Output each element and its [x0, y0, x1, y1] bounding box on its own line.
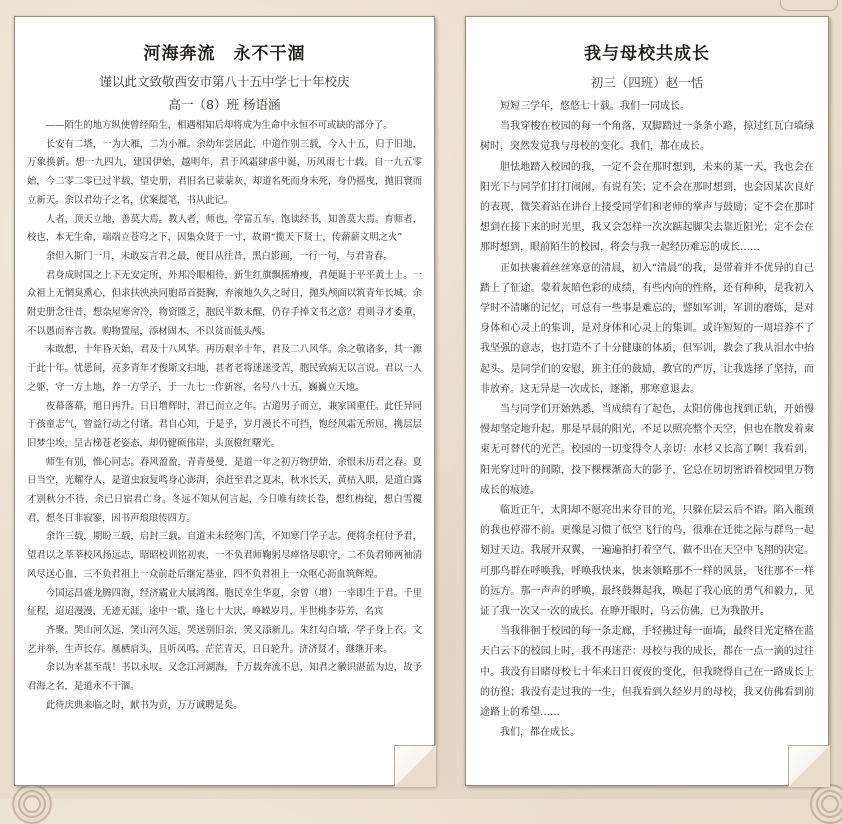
article-title: 我与母校共成长 — [584, 44, 710, 64]
article-author: 初三（四班）赵一恬 — [590, 75, 704, 90]
page-curl-corner — [394, 745, 436, 787]
article-dedication: 谨以此文致敬西安市第八十五中学七十年校庆 — [99, 74, 350, 89]
paragraph: 君身成时国之上下无安定所，外邦冷眼相待，新生红旗飘摇瘠瘦，君便诞于平平黄土上。一众祖上无惘臭熏心，但求扶泱泱同胞昂首挺胸，弃滚地久久之时日，抛头颅面以筑青年长城。余附史册念往昔，想杂屋寒舍冷，物资匮乏，胞民半数未醒，仍存手捧文书之意？君则寻才委重，不以愚而弃言教。购物置屋，添材固木，不以贫而低头颅。 — [27, 269, 422, 337]
paragraph: 齐聚。哭山河久远，笑山河久远，哭送别旧亲，笑又添新儿。朱红勾白墙，学子身上衣。文艺并举，生声长存。凰栖肩头，且听凤鸣。茫茫青天，日日轮升。济济贤才，继继开来。 — [27, 624, 422, 655]
article-title: 河海奔流 永不干涸 — [143, 44, 306, 64]
paragraph: 夜幕落幕，旭日再升。日日增辉时，君已而立之年。古道男子而立，兼家国重任。此任异同于孩童志气，曾益行动之付诸。君自心知，于是乎，岁月漫长不可挡，饱经风霜无所屈，携层层旧梦尘埃，呈古梯苍老姿态，却仍健硕伟岸，头顶橙红曙光。 — [27, 400, 422, 449]
article-body — [466, 97, 828, 744]
paragraph: 余以为幸甚至哉！书以永叹。又念江河湖海，千万载奔流不息，知君之徽识湛蓝为边，故予君海之名，是道永不干涸。 — [27, 662, 422, 693]
article-page-left — [14, 16, 435, 786]
paragraph: 胆怯地踏入校园的我，一定不会在那时想到，未来的某一天，我也会在阳光下与同学们打打闹闹，有说有笑；定不会在那时想到，也会因某次良好的表现，微笑着站在讲台上接受同学们和老师的掌声与鼓励；定不会在那时想到在接下来的时光里，我又会怎样一次次踮起脚尖去靠近阳光；定不会在那时想到，眼前陌生的校园，将会与我一起经历难忘的成长…… — [480, 161, 814, 254]
paragraph: 长安有二塔，一为大雁，二为小雁。余幼年尝居此，中道作别三载，今入十五，归于旧地，万象换新。想一九四九，建国伊始，越明年，君于风霜肆虐中诞，历风雨七十载，自一九五零始，今二零二零已过半载，望史册，君旧名已蒙蒙灰，却道名死而身未死，身仍摇曳，抛旧寰而立新天。余以君幼子之名，伏案提笔，书从此记。 — [27, 138, 422, 206]
paragraph: 我们，都在成长。 — [500, 727, 580, 739]
swirl-ornament-icon — [810, 784, 842, 824]
paragraph: 临近正午，太阳却不愿亮出来夺目的光，只躲在层云后不语。陷入瓶颈的我也停滞不前。更像是习惯了低空飞行的鸟，很难在迁徙之际与群鸟一起划过天边。我展开双翼，一遍遍拍打着空气，做不出在天空中飞翔的决定。可那鸟群在呼唤我，呼唤我快来，快来领略那不一样的风景，飞往那不一样的远方。那一声声的呼唤，最终鼓舞起我，唤起了我心底的勇气和毅力，见证了我一次又一次的成长。在睁开眼时，乌云仿佛，已为我散开。 — [480, 505, 814, 618]
paragraph: ——陌生的地方纵使曾经陌生，相遇相知后却将成为生命中永恒不可或缺的部分了。 — [45, 120, 393, 131]
paragraph: 此待庆典来临之时，献书为贡，万万诚聘是矣。 — [45, 699, 243, 711]
paragraph: 余但入斯门一月，未敢妄言君之最，便目从往昔，黑白影画，一行一句，与君青春。 — [45, 250, 393, 262]
paragraph: 师生有别，惟心同志。春风盈盈，青青曼曼，是道一年之初万物伊始，余恨未历君之春。夏日当空，光耀夺人，是道虫寂复鸣身心澎湃，余赶至君之夏末，秋水长天，黄枯入眼，是道白露才别秋分不待，余已日宿君亡身。冬远不知从何言起，今日唯有续长卷，想红梅绽，想白雪覆君，想冬日非寂寥，因书声琅琅传四方。 — [27, 456, 422, 524]
paragraph: 短短三学年，悠悠七十载。我们一同成长。 — [500, 101, 690, 112]
paragraph: 人者，顶天立地，善莫大焉。教人者，师也，学富五车，饱读经书，知善莫大焉。育师者，校也，本无生命，端端立苍穹之下，因集众贤于一寸，故谓“揽天下贤士，传薪薪文明之火” — [27, 213, 422, 244]
article-author: 高一（8）班 杨语涵 — [168, 97, 281, 112]
paragraph: 未敢想，十年昏天始，君及十八风华。再历艰辛十年，君及二八风华。余之敬诸多，其一源于此十年。忧患间，亮多青年才俊斯文扫地，甚者老将迷迷受苦，胞民致病无以言说。君以一人之躯，守一方土地，养一方学子，于一九七一作新容，名号八十五，巍巍立天地。 — [27, 344, 422, 393]
article-body — [15, 117, 434, 716]
paragraph: 当我徘徊于校园的每一条走廊，手轻拂过每一面墙，最终目光定格在蓝天白云下的校园上时，我不再迷茫：母校与我的成长，都在一点一滴的过往中。我没有目睹母校七十年来日日夜夜的变化，但我晓得自己在一路成长上的彷徨；我没有走过我的一生，但我看到久经岁月的母校，我又仿佛看到前途路上的希望…… — [480, 626, 814, 719]
paragraph: 正如挟裹着丝丝寒意的清晨，初入“清晨”的我，是带着并不优异的自己踏上了征途。蒙着灰暗色彩的成绩，有些内向的性格，还有种种，是我初入学时不清晰的记忆，可总有一些事是难忘的，譬如军训，军训的磨炼，是对身体和心灵上的集训，是对身体和心灵上的集训。或许短短的一周培养不了我坚强的意志，也打造不了十分健康的体质，但军训，教会了我从泪水中抬起头。是同学们的安慰，班主任的鼓励，教官的严厉，让我选择了坚持，而非放弃。这无异是一次成长，逐渐，那寒意退去。 — [480, 262, 814, 395]
paragraph: 余许三载，期盼三载，启封三载。自道未未经寒门苦，不知寒门学子志。便将余枉付予君，望君以之莘莘校风扬远志，昭昭校训铭初衷，一不负君师鞠躬尽瘁恪尽职守，二不负君师两袖清风尽送心血，三不负君祖上一众前赴后继定基业，四不负君祖上一众呕心沥血筑辉煌。 — [27, 531, 422, 580]
paragraph: 当与同学们开始熟悉，当成绩有了起色，太阳仿佛也找到正轨，开始慢慢却坚定地升起。那是早晨的阳光，不足以照亮整个天空，但也在散发着束束无可替代的光芒。校园的一切变得令人亲切：水杉又长高了啊！我看到，阳光穿过叶的间隙，投下棵棵渐高大的影子，它总在切切密语着校园里万物成长的痕迹。 — [480, 404, 814, 496]
page-curl-corner — [788, 745, 830, 787]
swirl-ornament-icon — [12, 784, 52, 824]
article-page-right — [465, 16, 829, 786]
paragraph: 今国运昌盛龙腾四海，经济霸业大展鸿图。胞民幸生华夏，余曾（增）一幸即生于君。千里征程，迢迢漫漫，无迹无涯，途中一歌，逢七十大庆，峥嵘岁月，半世桃李芬芳，名宾 — [27, 587, 422, 618]
frame-tab-ornament — [780, 0, 838, 11]
paragraph: 当我穿梭在校园的每一个角落，双脚踏过一条条小路，掠过红瓦白墙绿树时，突然发觉我与母校的变化。我们，都在成长。 — [480, 121, 814, 153]
